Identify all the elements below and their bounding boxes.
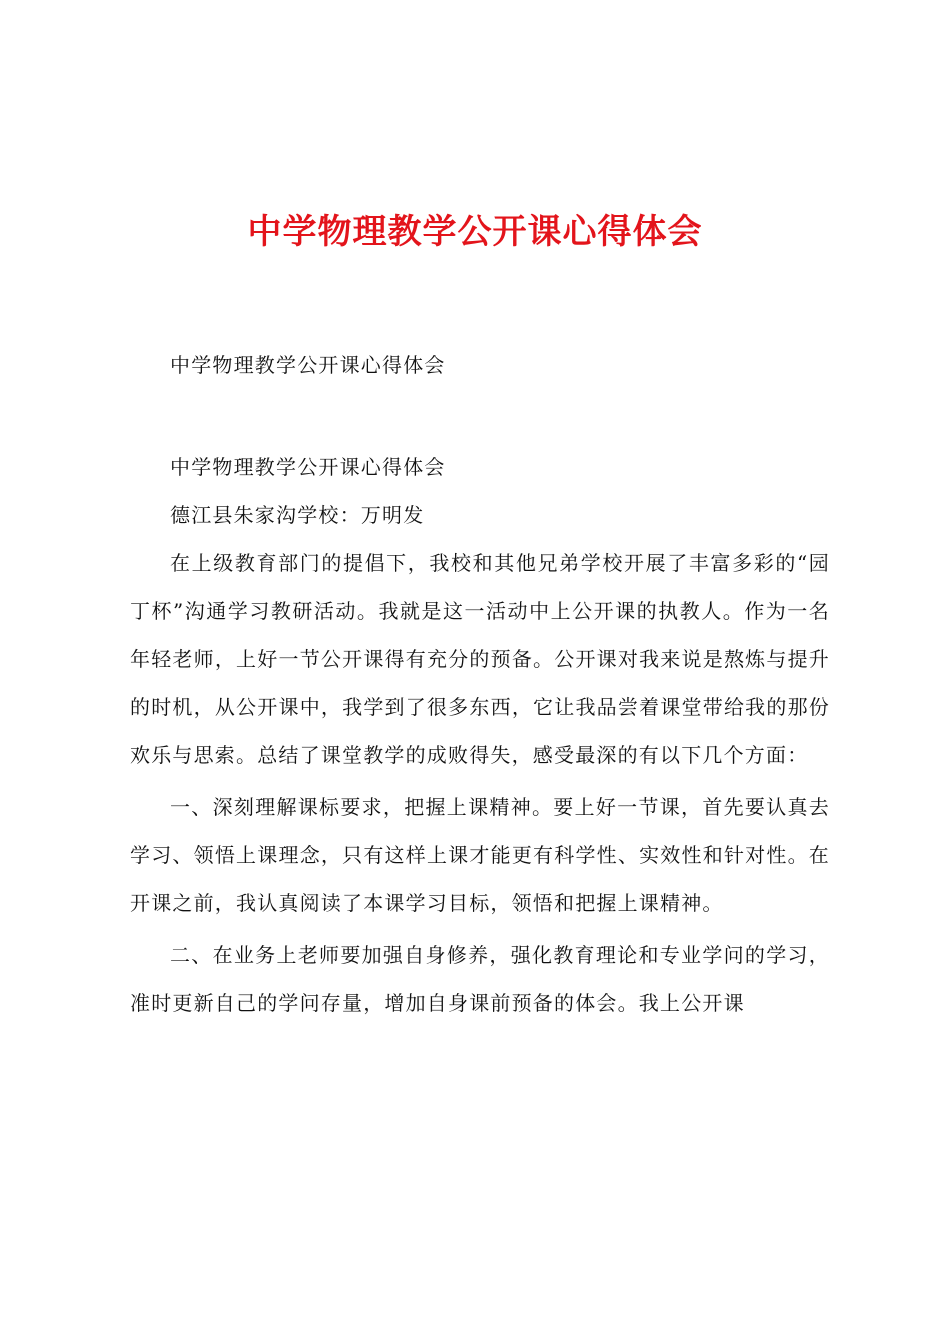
document-body: [130, 341, 830, 1027]
blank-line: [130, 389, 830, 443]
paragraph-point-two: 二、在业务上老师要加强自身修养，强化教育理论和专业学问的学习，准时更新自己的学问存量，增加自身课前预备的体会。我上公开课: [130, 943, 830, 1015]
paragraph-author: 德江县朱家沟学校：万明发: [170, 503, 425, 527]
paragraph-intro: 在上级教育部门的提倡下，我校和其他兄弟学校开展了丰富多彩的“园丁杯”沟通学习教研活动。我就是这一活动中上公开课的执教人。作为一名年轻老师，上好一节公开课得有充分的预备。公开课对我来说是熬炼与提升的时机，从公开课中，我学到了很多东西，它让我品尝着课堂带给我的那份欢乐与思索。总结了课堂教学的成败得失，感受最深的有以下几个方面：: [130, 551, 830, 767]
document-title: 中学物理教学公开课心得体会: [247, 212, 703, 252]
paragraph-point-one: 一、深刻理解课标要求，把握上课精神。要上好一节课，首先要认真去学习、领悟上课理念，只有这样上课才能更有科学性、实效性和针对性。在开课之前，我认真阅读了本课学习目标，领悟和把握上课精神。: [130, 795, 830, 915]
paragraph-subtitle: 中学物理教学公开课心得体会: [170, 353, 446, 377]
paragraph-repeat-title: 中学物理教学公开课心得体会: [170, 455, 446, 479]
